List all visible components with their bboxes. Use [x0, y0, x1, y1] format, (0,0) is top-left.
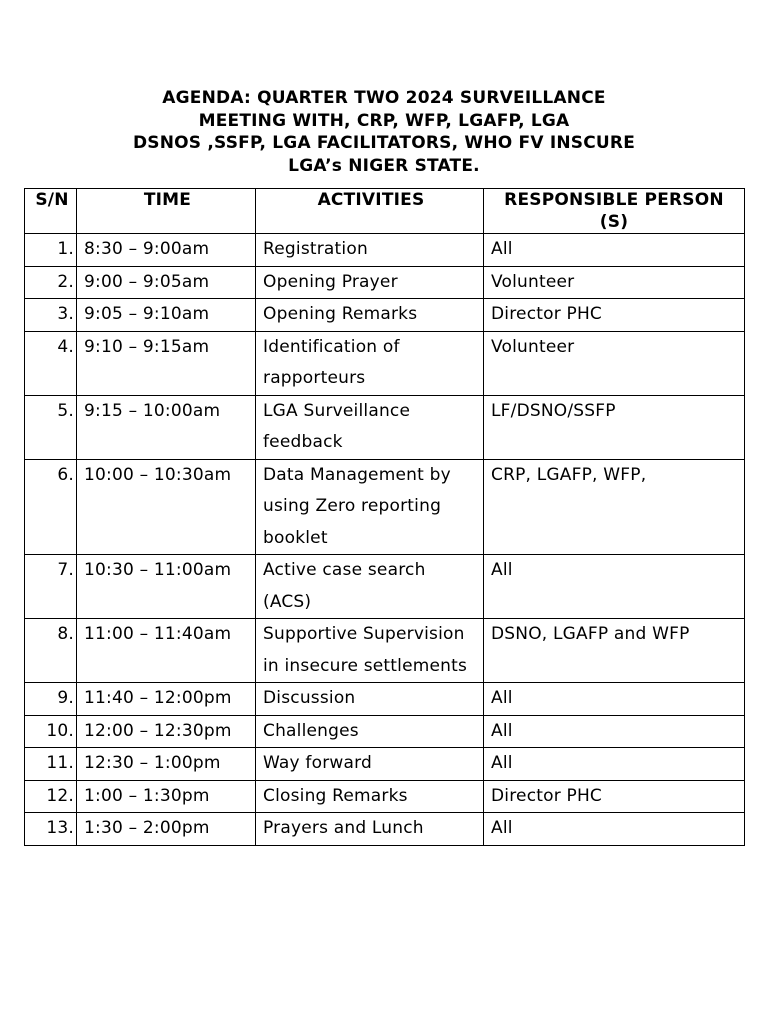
row-responsible-person: DSNO, LGAFP and WFP [484, 619, 745, 683]
row-sn: 11. [25, 748, 77, 781]
row-activity: Opening Remarks [256, 299, 484, 332]
row-responsible-person: Volunteer [484, 331, 745, 395]
table-row [25, 748, 745, 781]
row-activity: Opening Prayer [256, 266, 484, 299]
row-responsible-person: All [484, 555, 745, 619]
row-responsible-person: Director PHC [484, 299, 745, 332]
row-activity: Supportive Supervision in insecure settlements [256, 619, 484, 683]
header-responsible: RESPONSIBLE PERSON (S) [484, 189, 745, 234]
row-activity: Closing Remarks [256, 780, 484, 813]
row-time: 9:00 – 9:05am [77, 266, 256, 299]
row-responsible-person: Volunteer [484, 266, 745, 299]
row-sn: 6. [25, 459, 77, 555]
title-line-1: AGENDA: QUARTER TWO 2024 SURVEILLANCE [162, 88, 606, 108]
row-responsible-person: All [484, 813, 745, 846]
row-sn: 8. [25, 619, 77, 683]
row-activity: Registration [256, 234, 484, 267]
agenda-table-body [25, 234, 745, 846]
table-row [25, 715, 745, 748]
agenda-title [24, 87, 744, 177]
row-sn: 2. [25, 266, 77, 299]
row-sn: 9. [25, 683, 77, 716]
row-time: 11:00 – 11:40am [77, 619, 256, 683]
title-line-2: MEETING WITH, CRP, WFP, LGAFP, LGA [198, 110, 570, 131]
table-row [25, 555, 745, 619]
row-time: 10:30 – 11:00am [77, 555, 256, 619]
header-sn: S/N [25, 189, 77, 234]
row-time: 1:00 – 1:30pm [77, 780, 256, 813]
table-row [25, 780, 745, 813]
table-row [25, 266, 745, 299]
table-row [25, 813, 745, 846]
row-time: 9:15 – 10:00am [77, 395, 256, 459]
row-responsible-person: CRP, LGAFP, WFP, [484, 459, 745, 555]
table-row [25, 459, 745, 555]
row-activity: LGA Surveillance feedback [256, 395, 484, 459]
row-responsible-person: All [484, 234, 745, 267]
row-activity: Discussion [256, 683, 484, 716]
row-sn: 7. [25, 555, 77, 619]
row-sn: 1. [25, 234, 77, 267]
table-row [25, 395, 745, 459]
row-activity: Challenges [256, 715, 484, 748]
row-responsible-person: Director PHC [484, 780, 745, 813]
table-header-row [25, 189, 745, 234]
row-responsible-person: All [484, 683, 745, 716]
row-activity: Prayers and Lunch [256, 813, 484, 846]
row-sn: 13. [25, 813, 77, 846]
title-line-3: DSNOS ,SSFP, LGA FACILITATORS, WHO FV INSCURE [132, 133, 636, 153]
table-row [25, 683, 745, 716]
title-line-4: LGA’s NIGER STATE. [288, 155, 480, 176]
row-time: 11:40 – 12:00pm [77, 683, 256, 716]
row-time: 12:30 – 1:00pm [77, 748, 256, 781]
header-time: TIME [77, 189, 256, 234]
row-time: 12:00 – 12:30pm [77, 715, 256, 748]
row-activity: Active case search (ACS) [256, 555, 484, 619]
row-time: 8:30 – 9:00am [77, 234, 256, 267]
table-row [25, 619, 745, 683]
row-time: 10:00 – 10:30am [77, 459, 256, 555]
agenda-table [24, 188, 745, 846]
row-sn: 10. [25, 715, 77, 748]
row-responsible-person: All [484, 715, 745, 748]
table-row [25, 331, 745, 395]
row-time: 1:30 – 2:00pm [77, 813, 256, 846]
row-responsible-person: LF/DSNO/SSFP [484, 395, 745, 459]
row-responsible-person: All [484, 748, 745, 781]
row-time: 9:05 – 9:10am [77, 299, 256, 332]
row-time: 9:10 – 9:15am [77, 331, 256, 395]
table-row [25, 234, 745, 267]
row-activity: Way forward [256, 748, 484, 781]
row-sn: 5. [25, 395, 77, 459]
row-sn: 12. [25, 780, 77, 813]
row-sn: 4. [25, 331, 77, 395]
row-activity: Data Management by using Zero reporting booklet [256, 459, 484, 555]
row-activity: Identification of rapporteurs [256, 331, 484, 395]
table-row [25, 299, 745, 332]
header-activities: ACTIVITIES [256, 189, 484, 234]
row-sn: 3. [25, 299, 77, 332]
